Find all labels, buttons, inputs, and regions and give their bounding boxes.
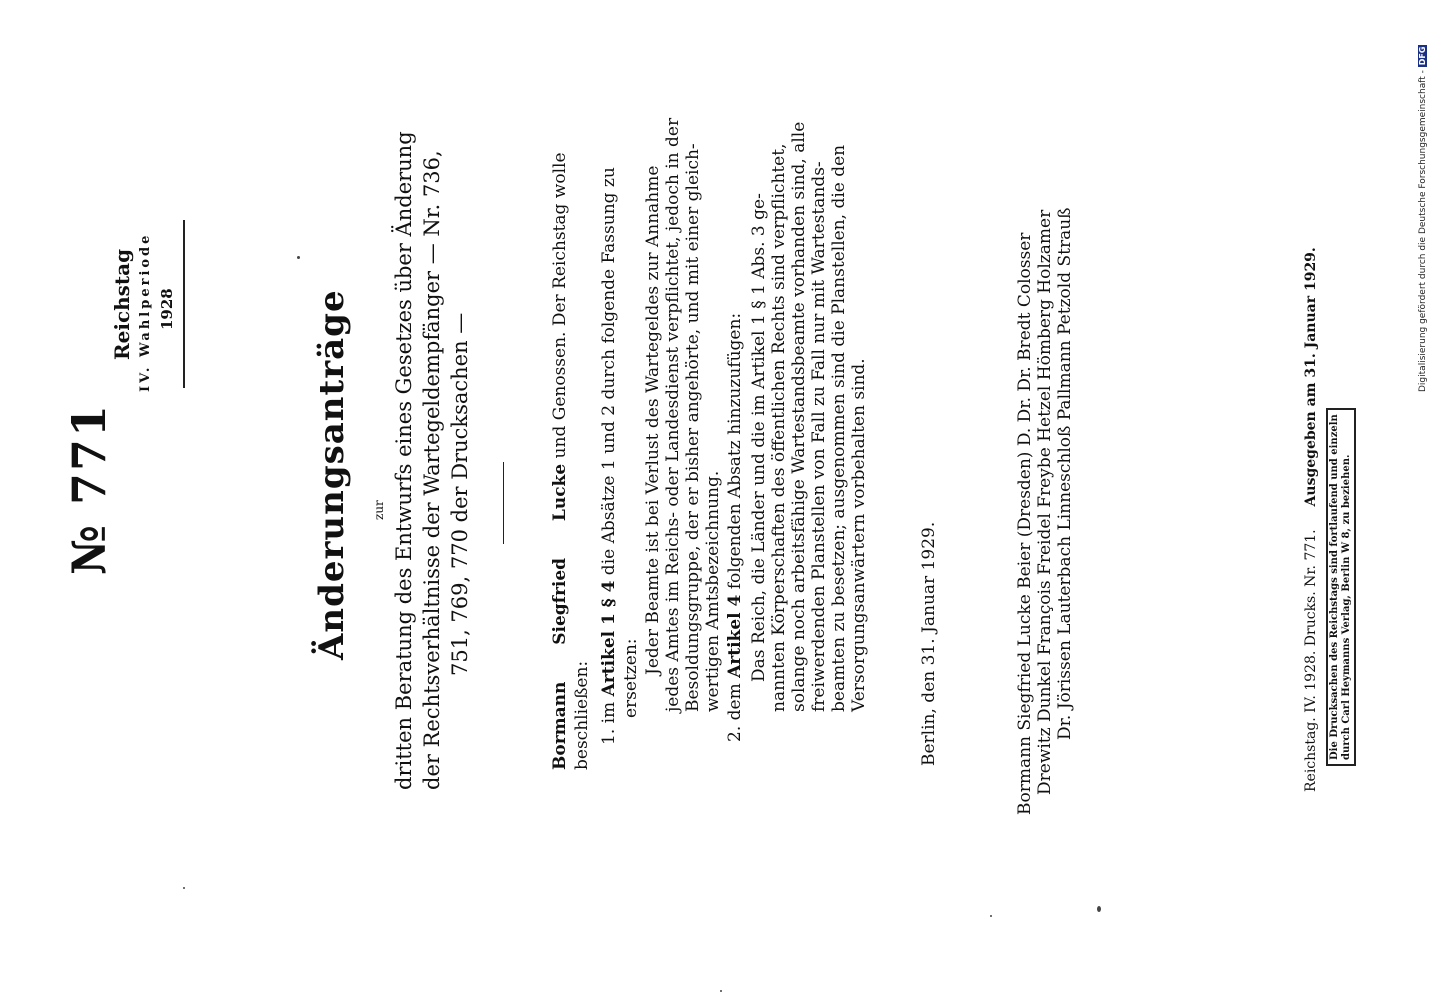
distribution-notice [1326,408,1356,766]
item-1-quote-2: jedes Amtes im Reichs- oder Landesdienst verpflichtet, jedoch in der [663,117,683,712]
document-number: № 771 [62,402,116,575]
item-2-rest: folgenden Absatz hinzuzufügen: [725,312,745,590]
distribution-notice-line-2: durch Carl Heymanns Verlag, Berlin W 8, zu beziehen. [1341,454,1352,760]
title-divider [503,462,504,544]
scan-speck [720,990,722,992]
item-2-quote-4: freiwerdenden Planstellen von Fall zu Fall nur mit Wartestands- [809,161,829,712]
motion-intro-rest: und Genossen. Der Reichstag wolle [550,152,570,459]
digitization-text: Digitalisierung gefördert durch die Deutsche Forschungsgemeinschaft - [1418,70,1428,392]
item-2-quote-2: nannten Körperschaften des öffentlichen Rechts sind verpflichtet, [769,143,789,712]
motion-intro-line-1 [549,152,571,770]
item-1-line-1 [598,167,620,745]
item-1-quote-4: wertigen Amtsbezeichnung. [703,470,723,712]
document-title: Änderungsanträge [312,289,352,660]
print-line [1300,247,1322,792]
dfg-logo: DFG [1418,46,1427,66]
institution-name: Reichstag [110,248,134,360]
subtitle-line-3: 751, 769, 770 der Drucksachen — [448,312,472,676]
place-date: Berlin, den 31. Januar 1929. [919,521,939,766]
item-1-line-2: ersetzen: [621,638,641,718]
election-period: IV. Wahlperiode [138,232,153,392]
proposer-name-3: Lucke [550,463,570,522]
item-2-prefix: 2. dem [725,683,745,742]
digitization-note [1418,45,1428,392]
scan-speck [1097,906,1101,912]
item-2-quote-1: Das Reich, die Länder und die im Artikel 1 § 1 Abs. 3 ge- [749,193,769,682]
proposer-name-1: Bormann [550,681,570,770]
distribution-notice-line-1: Die Drucksachen des Reichstags sind fortlaufend und einzeln [1329,414,1340,760]
print-line-b: Ausgegeben am 31. Januar 1929. [1303,247,1319,507]
item-2-line-1 [724,313,746,742]
print-line-a: Reichstag. IV. 1928. Drucks. Nr. 771. [1303,529,1319,792]
item-2-quote-3: solange noch arbeitsfähige Wartestandsbeamte vorhanden sind, alle [789,121,809,712]
signatories-line-1: Bormann Siegfried Lucke Beier (Dresden) D. Dr. Dr. Bredt Colosser [1015,232,1035,815]
scan-speck [297,256,300,259]
item-2-quote-6: Versorgungsanwärtern vorbehalten sind. [849,358,869,712]
subtitle-line-1: dritten Beratung des Entwurfs eines Gesetzes über Änderung [392,131,416,790]
item-1-reference: Artikel 1 § 4 [599,580,619,697]
item-1-rest: die Absätze 1 und 2 durch folgende Fassung zu [599,167,619,576]
year: 1928 [158,288,176,330]
subtitle-line-2: der Rechtsverhältnisse der Wartegeldempfänger — Nr. 736, [420,150,444,790]
scan-speck [183,887,185,889]
scan-speck [990,915,992,917]
proposer-name-2: Siegfried [550,557,570,645]
item-2-quote-5: beamten zu besetzen; ausgenommen sind die Planstellen, die den [829,144,849,712]
distribution-notice-box [1326,408,1356,766]
signatories-line-2: Drewitz Dunkel François Freidel Freybe Hetzel Hömberg Holzamer [1035,209,1055,795]
item-2-reference: Artikel 4 [725,594,745,678]
item-1-quote-1: Jeder Beamte ist bei Verlust des Wartegeldes zur Annahme [643,165,663,675]
header-rule [183,220,185,388]
item-1-prefix: 1. im [599,701,619,745]
item-1-quote-3: Besoldungsgruppe, der er bisher angehörte, und mit einer gleich- [683,143,703,712]
signatories-line-3: Dr. Jörissen Lauterbach Linneschloß Pallmann Petzold Strauß [1055,207,1075,740]
title-connector: zur [372,500,386,520]
motion-intro-line-2: beschließen: [572,660,592,770]
